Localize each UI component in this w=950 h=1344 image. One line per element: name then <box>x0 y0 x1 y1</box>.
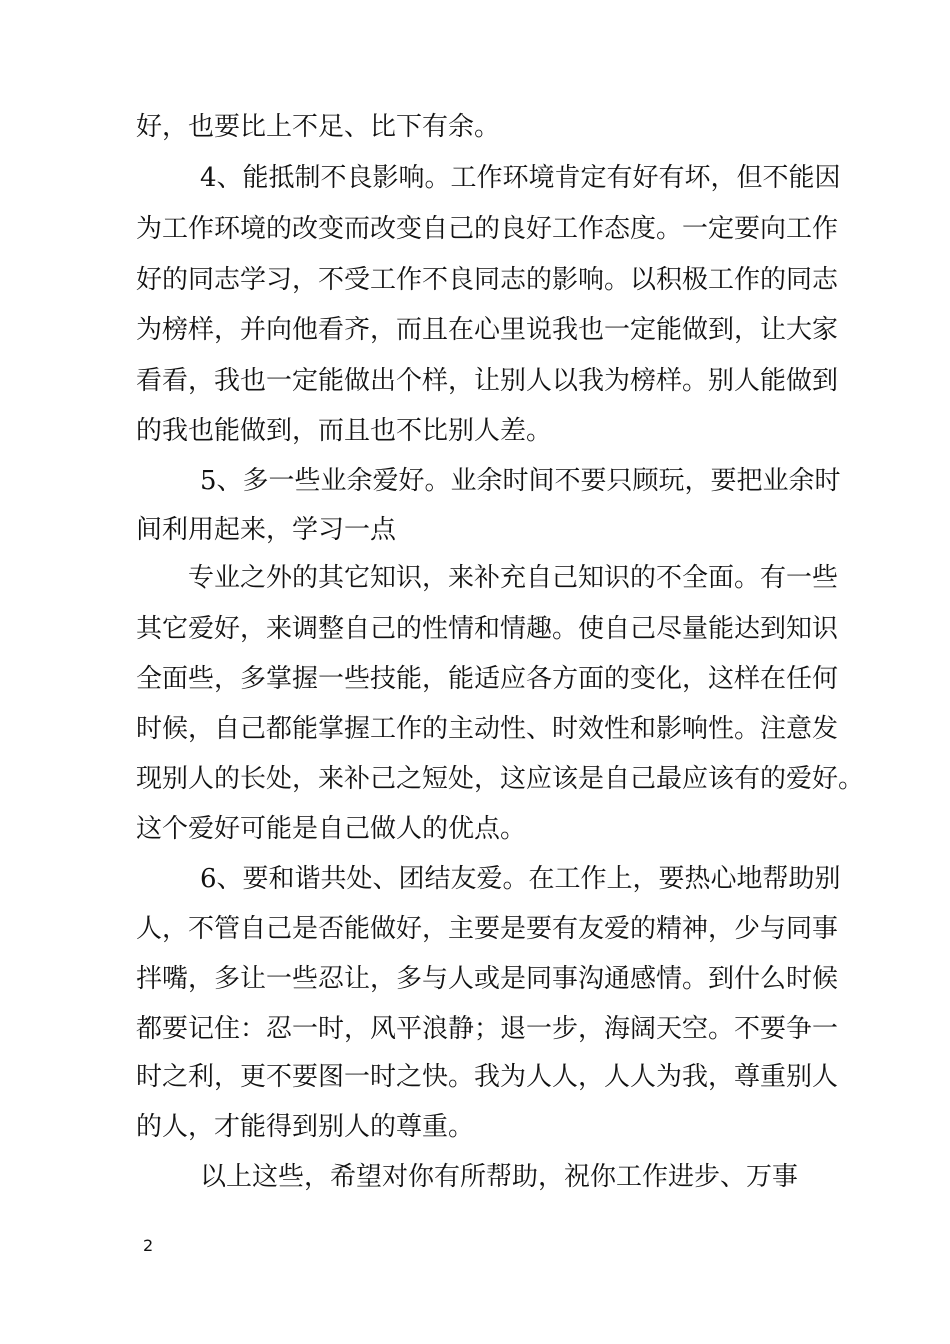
page-number: 2 <box>143 1236 154 1255</box>
text-line: 拌嘴，多让一些忍让，多与人或是同事沟通感情。到什么时候 <box>136 964 839 994</box>
text-line: 为榜样，并向他看齐，而且在心里说我也一定能做到，让大家 <box>136 315 839 345</box>
text-line: 好的同志学习，不受工作不良同志的影响。以积极工作的同志 <box>136 265 839 295</box>
text-line: 专业之外的其它知识，来补充自己知识的不全面。有一些 <box>188 563 839 593</box>
text-line: 人，不管自己是否能做好，主要是要有友爱的精神，少与同事 <box>136 914 839 944</box>
text-line: 为工作环境的改变而改变自己的良好工作态度。一定要向工作 <box>136 214 839 244</box>
text-line: 这个爱好可能是自己做人的优点。 <box>136 814 527 844</box>
text-line: 都要记住：忍一时，风平浪静；退一步，海阔天空。不要争一 <box>136 1014 839 1044</box>
text-line: 看看，我也一定能做出个样，让别人以我为榜样。别人能做到 <box>136 366 839 396</box>
text-line: 现别人的长处，来补己之短处，这应该是自己最应该有的爱好。 <box>136 764 865 794</box>
text-line: 以上这些，希望对你有所帮助，祝你工作进步、万事 <box>200 1162 799 1192</box>
text-line: 的人，才能得到别人的尊重。 <box>136 1112 475 1142</box>
text-line: 好，也要比上不足、比下有余。 <box>136 112 501 142</box>
text-line: 全面些，多掌握一些技能，能适应各方面的变化，这样在任何 <box>136 664 839 694</box>
text-line: 时候，自己都能掌握工作的主动性、时效性和影响性。注意发 <box>136 714 839 744</box>
text-line: 6、要和谐共处、团结友爱。在工作上，要热心地帮助别 <box>200 864 841 894</box>
text-line: 5、多一些业余爱好。业余时间不要只顾玩，要把业余时 <box>200 466 841 496</box>
text-line: 的我也能做到，而且也不比别人差。 <box>136 416 553 446</box>
text-line: 时之利，更不要图一时之快。我为人人，人人为我，尊重别人 <box>136 1062 839 1092</box>
text-line: 其它爱好，来调整自己的性情和情趣。使自己尽量能达到知识 <box>136 614 839 644</box>
text-line: 间利用起来，学习一点 <box>136 515 397 545</box>
text-line: 4、能抵制不良影响。工作环境肯定有好有坏，但不能因 <box>200 163 841 193</box>
